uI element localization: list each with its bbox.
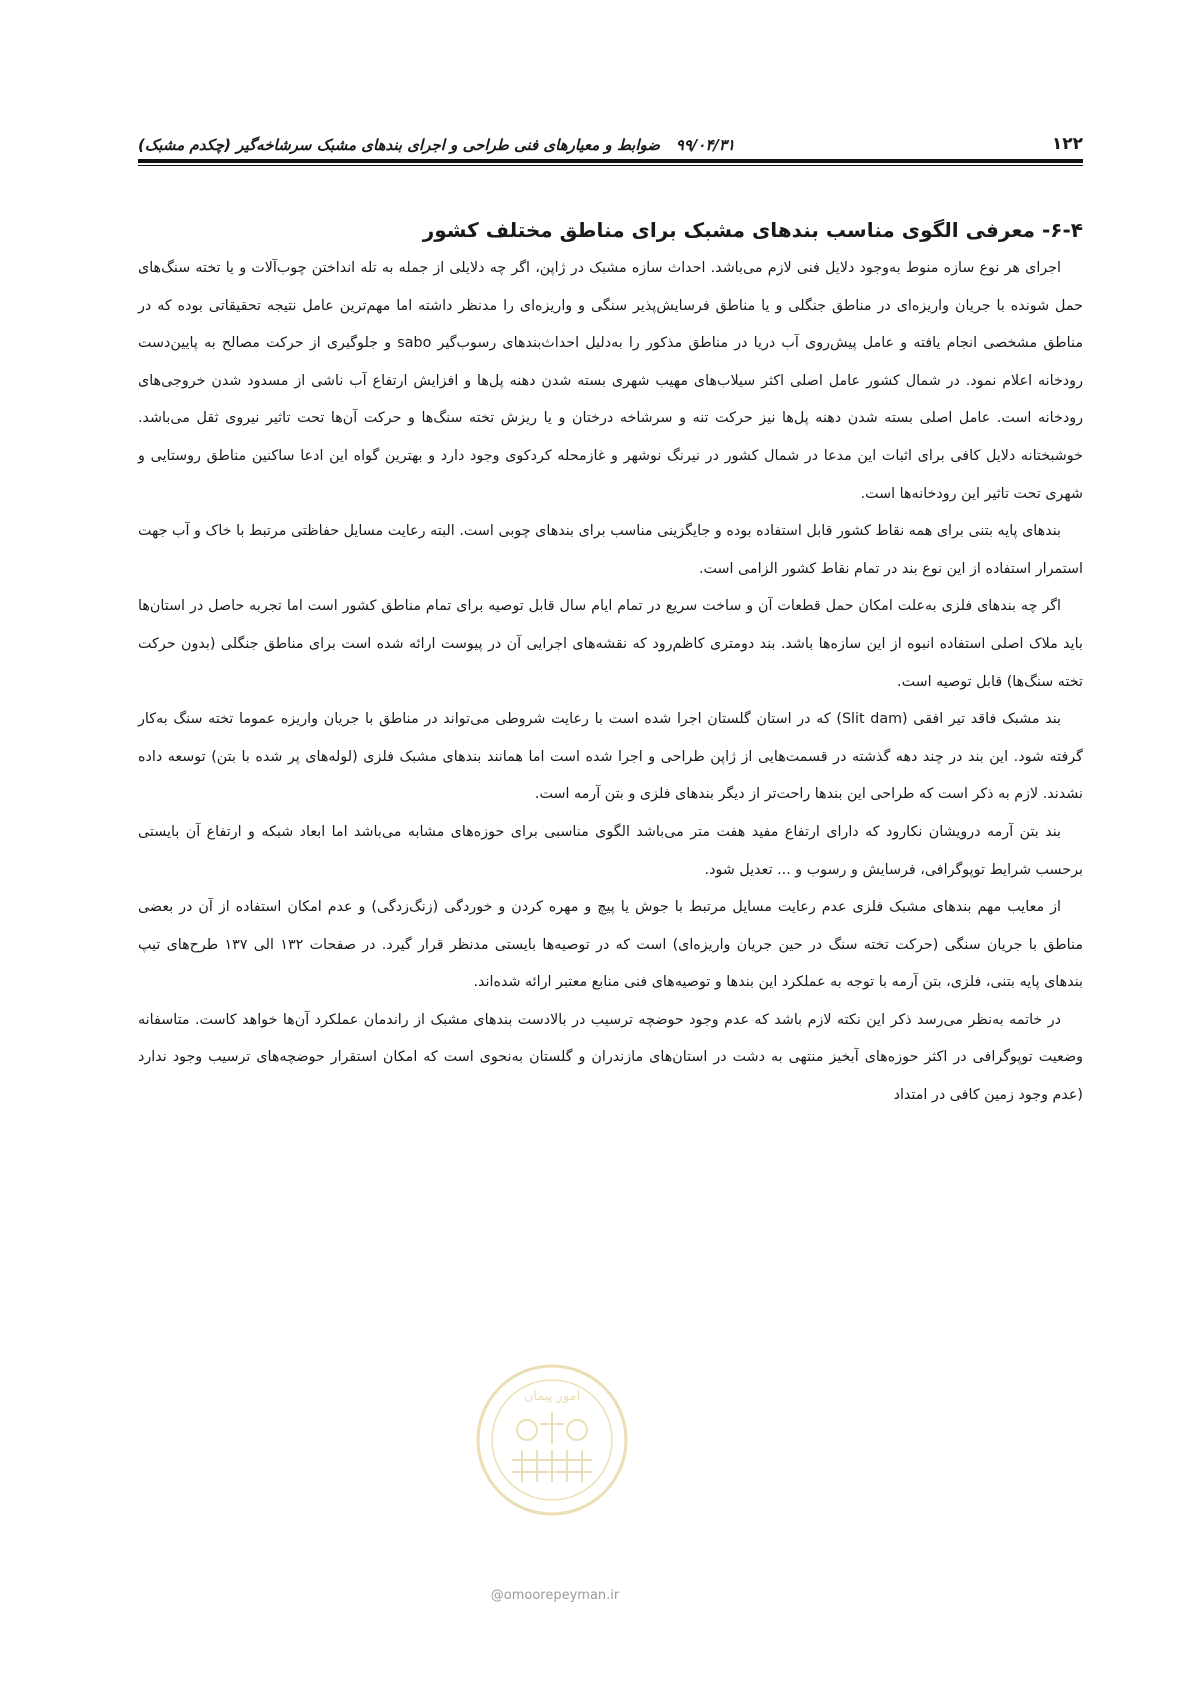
watermark-url: @omoorepeyman.ir bbox=[490, 1588, 620, 1603]
watermark-emblem-text: امور پیمان bbox=[523, 1389, 581, 1404]
running-title bbox=[138, 136, 735, 154]
paragraph: اجرای هر نوع سازه منوط به‌وجود دلایل فنی لازم می‌باشد. احداث سازه مشبک در ژاپن، اگر چه دلایلی از جمله به تله انداختن چوب‌آلات و یا تخته سنگ‌های حمل شونده با جریان واریزه‌ای در مناطق جنگلی و یا مناطق فرسایش‌پذیر سنگی و واریزه‌ای را مدنظر داشته اما مهم‌ترین عامل نتیجه تحقیقاتی بوده که در مناطق مشخصی انجام یافته و عامل پیش‌روی آب دریا در مناطق مذکور را به‌دلیل احداث‌بندهای رسوب‌گیر sabo و جلوگیری از حرکت مصالح به پایین‌دست رودخانه اعلام نمود. در شمال کشور عامل اصلی اکثر سیلاب‌های مهیب شهری بسته شدن دهنه پل‌ها و افزایش ارتفاع آب ناشی از مسدود شدن خروجی‌های رودخانه است. عامل اصلی بسته شدن دهنه پل‌ها نیز حرکت تنه و سرشاخه درختان و یا ریزش تخته سنگ‌ها و حرکت آن‌ها تحت تاثیر نیروی ثقل می‌باشد. خوشبختانه دلایل کافی برای اثبات این مدعا در شمال کشور در نیرنگ نوشهر و غازمحله کردکوی وجود دارد و بهترین گواه این ادعا ساکنین مناطق روستایی و شهری تحت تاثیر این رودخانه‌ها است. bbox=[138, 260, 1083, 502]
running-header bbox=[138, 124, 1083, 154]
header-date-code: ۹۹/۰۴/۳۱ bbox=[675, 136, 735, 154]
header-rule-thick bbox=[138, 159, 1083, 163]
paragraph: از معایب مهم بندهای مشبک فلزی عدم رعایت مسایل مرتبط با جوش یا پیچ و مهره کردن و خوردگی (زنگ‌زدگی) و عدم امکان استفاده از آن در بعضی مناطق با جریان سنگی (حرکت تخته سنگ در حین جریان واریزه‌ای) است که در توصیه‌ها بایستی مدنظر قرار گیرد. در صفحات ۱۳۲ الی ۱۳۷ طرح‌های تیپ بندهای پایه بتنی، فلزی، بتن آرمه با توجه به عملکرد این بندها و توصیه‌های فنی منابع معتبر ارائه شده‌اند. bbox=[138, 899, 1083, 991]
paragraph: بند بتن آرمه درویشان نکارود که دارای ارتفاع مفید هفت متر می‌باشد الگوی مناسبی برای حوزه‌های مشابه می‌باشد اما ابعاد شبکه و ارتفاع آن بایستی برحسب شرایط توپوگرافی، فرسایش و رسوب و ... تعدیل شود. bbox=[138, 823, 1083, 878]
header-title-text: ضوابط و معیارهای فنی طراحی و اجرای بندهای مشبک سرشاخه‌گیر (چکدم مشبک) bbox=[138, 136, 661, 154]
paragraph: بند مشبک فاقد تیر افقی (Slit dam) که در استان گلستان اجرا شده است با رعایت شروطی می‌تواند در مناطق با جریان واریزه عموما تخته سنگ به‌کار گرفته شود. این بند در چند دهه گذشته در قسمت‌هایی از ژاپن طراحی و اجرا شده است اما همانند بندهای مشبک فلزی (لوله‌های پر شده با بتن) توسعه داده نشدند. لازم به ذکر است که طراحی این بندها راحت‌تر از دیگر بندهای فلزی و بتن آرمه است. bbox=[138, 711, 1083, 803]
body-text bbox=[138, 250, 1083, 1115]
paragraph: در خاتمه به‌نظر می‌رسد ذکر این نکته لازم باشد که عدم وجود حوضچه ترسیب در بالادست بندهای مشبک از راندمان عملکرد آن‌ها خواهد کاست. متاسفانه وضعیت توپوگرافی در اکثر حوزه‌های آبخیز منتهی به دشت در استان‌های مازندران و گلستان به‌نحوی است که امکان استقرار حوضچه‌های ترسیب وجود ندارد (عدم وجود زمین کافی در امتداد bbox=[138, 1011, 1083, 1104]
header-rule-thin bbox=[138, 165, 1083, 166]
section-heading: ۶-۴- معرفی الگوی مناسب بندهای مشبک برای مناطق مختلف کشور bbox=[422, 218, 1083, 242]
page-number: ۱۲۲ bbox=[1051, 134, 1083, 154]
header-rule bbox=[138, 159, 1083, 166]
paragraph: اگر چه بندهای فلزی به‌علت امکان حمل قطعات آن و ساخت سریع در تمام ایام سال قابل توصیه برای تمام مناطق کشور است اما تجربه حاصل در استان‌ها باید ملاک اصلی استفاده انبوه از این سازه‌ها باشد. بند دومتری کاظم‌رود که نقشه‌های اجرایی آن در پیوست ارائه شده است برای مناطق جنگلی (بدون حرکت تخته سنگ‌ها) قابل توصیه است. bbox=[138, 598, 1083, 690]
paragraph: بندهای پایه بتنی برای همه نقاط کشور قابل استفاده بوده و جایگزینی مناسب برای بندهای چوبی است. البته رعایت مسایل حفاظتی مرتبط با خاک و آب جهت استمرار استفاده از این نوع بند در تمام نقاط کشور الزامی است. bbox=[138, 523, 1083, 577]
document-page bbox=[138, 0, 1083, 1684]
